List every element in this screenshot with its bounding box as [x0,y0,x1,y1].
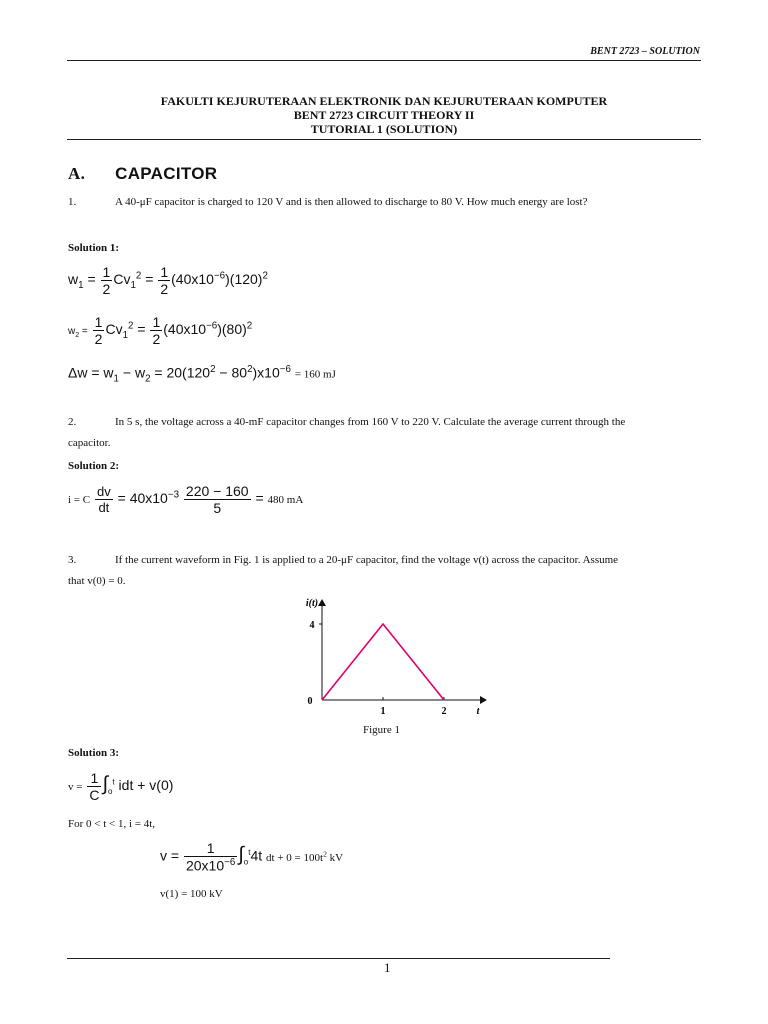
question-1-number: 1. [68,196,77,208]
equation-w2: $w_2$ = $\frac{1}{2}$ $Cv_1^2$ = $\frac{1}{2}$ $(40x10^{-6})(80)^2$ [68,314,253,347]
axis-labels [306,598,481,717]
eq1-exp: −6 [213,270,226,282]
page-number: 1 [384,960,391,975]
eq1-tail: )(120) [225,271,263,288]
course-title: BENT 2723 CIRCUIT THEORY II [293,108,475,122]
section-letter: A. [68,164,86,183]
equation-v-expression: v = $\frac{1}{20x10^{-6}}$ $\int_o^t4t$ dt + $0 = 100t^2$ kV [160,840,344,874]
section-heading [68,164,217,184]
figure-1-chart [300,592,500,717]
equation-w1: $w_1$ = $\frac{1}{2}$ $Cv_1^2$ = $\frac{1}{2}$ $(40x10^{-6})(120)^2$ [68,264,268,297]
solution-2-label: Solution 2: [68,460,120,472]
axis-ticks [319,624,444,700]
eq1-rest: (40x10 [171,271,214,288]
y-tick-label-4: 4 [309,620,315,631]
footer-rule [67,958,610,959]
question-3-number: 3. [68,554,77,566]
range-text: For 0 < t < 1, i = 4t, [68,818,156,830]
x-tick-label-2: 2 [441,706,447,717]
current-waveform-line [322,624,444,700]
tutorial-title: TUTORIAL 1 (SOLUTION) [310,122,458,136]
origin-label: 0 [307,696,313,707]
eq2-tail: )(80) [217,321,247,338]
question-2-text-cont: capacitor. [68,437,111,449]
x-tick-label-1: 1 [380,706,386,717]
v1-result: v(1) = 100 kV [160,888,223,900]
x-axis-label: t [476,706,480,717]
question-3-text-cont: that v(0) = 0. [68,575,126,587]
equation-current: i = C $\frac{dv}{dt}$ = $40x10^{-3}$ $\frac{220 - 160}{5}$ = 480 mA [68,483,304,516]
eq1-sq: 2 [262,270,268,282]
eq3-result: = 160 mJ [294,368,336,381]
solution-3-label: Solution 3: [68,747,120,759]
header-rule [67,60,701,61]
question-3-text: If the current waveform in Fig. 1 is applied to a 20-μF capacitor, find the voltage v(t) across the capacitor. Assume [115,554,619,566]
question-2-text: In 5 s, the voltage across a 40-mF capacitor changes from 160 V to 220 V. Calculate the average current through the [115,416,626,428]
equation-delta-w: $\Delta w = w_1 - w_2 = 20(120^2 - 80^2)x10^{-6} = 160$ mJ [68,364,336,385]
solution-1-label: Solution 1: [68,242,120,254]
figure-caption: Figure 1 [363,724,400,736]
y-axis-label: i(t) [305,598,319,609]
running-header: BENT 2723 – SOLUTION [590,46,700,57]
faculty-title: FAKULTI KEJURUTERAAN ELEKTRONIK DAN KEJURUTERAAN KOMPUTER [160,94,608,108]
section-title: CAPACITOR [115,164,218,183]
equation-integral: v = $\frac{1}{C}$ $\int_o^t$ idt + v(0) [68,770,174,803]
question-2-number: 2. [68,416,77,428]
title-rule [67,139,701,140]
q2-result: 480 mA [267,494,304,507]
question-1-text: A 40-μF capacitor is charged to 120 V and is then allowed to discharge to 80 V. How much energy are lost? [115,196,588,208]
